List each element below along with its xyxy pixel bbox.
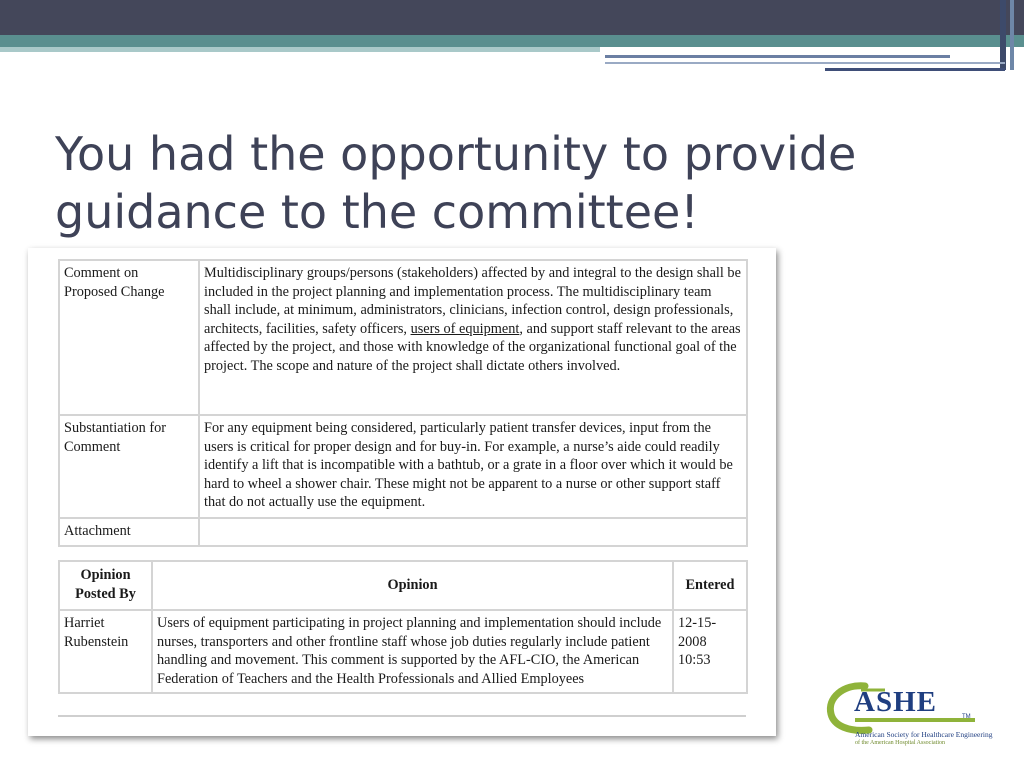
logo-caption-main: American Society for Healthcare Engineering — [855, 730, 993, 739]
header-posted-by: Opinion Posted By — [59, 561, 152, 610]
opinion-table — [58, 560, 748, 694]
substantiation-text: For any equipment being considered, particularly patient transfer devices, input from the users is critical for proper design and for buy-in. For example, a nurse’s aide could readily identify a lift that is incompatible with a bathtub, or a grate in a floor over which it would be hard to wheel a shower chair. These might not be apparent to a nurse or other support staff that do not actually use the equipment. — [199, 415, 747, 518]
table-row — [59, 610, 747, 693]
substantiation-label: Substantiation for Comment — [59, 415, 199, 518]
document-screenshot — [28, 248, 776, 736]
comment-table — [58, 259, 748, 547]
logo-wordmark: ASHE — [854, 686, 937, 718]
comment-text — [199, 260, 747, 415]
logo-trademark: TM — [962, 714, 971, 720]
table-row — [59, 415, 747, 518]
logo-caption — [855, 730, 1000, 748]
attachment-value — [199, 518, 747, 546]
comment-text-part-1: Multidisciplinary groups/persons (stakeholders) affected by and integral to the design shall be included in the project planning and implementation process. The multidisciplinary team shall include, at minimum, administrators, clinicians, infection control, design professionals, architects, facilities, safety officers, — [204, 265, 741, 337]
attachment-label: Attachment — [59, 518, 199, 546]
slide-title-line-1: You had the opportunity to provide — [55, 127, 857, 181]
header-right-accent-2 — [1010, 0, 1014, 70]
comment-label: Comment on Proposed Change — [59, 260, 199, 415]
header-opinion: Opinion — [152, 561, 673, 610]
opinion-text: Users of equipment participating in project planning and implementation should include nurses, transporters and other frontline staff whose job duties regularly include patient handling and movement. This comment is supported by the AFL-CIO, the American Federation of Teachers and the Health Professionals and Allied Employees — [152, 610, 673, 693]
comment-text-link: users of equipment — [410, 320, 520, 337]
header-right-accent — [1000, 0, 1006, 70]
opinion-entered: 12-15-2008 10:53 — [673, 610, 747, 693]
slide-title — [55, 125, 955, 241]
comment-text-part-2: , and support staff relevant to the areas affected by the project, and those with knowledge of the organizational functional goal of the project. The scope and nature of the project shall dictate others involved. — [204, 320, 741, 374]
decorative-line — [605, 62, 1005, 64]
header-teal-light-bar — [0, 47, 600, 52]
decorative-line — [605, 55, 950, 58]
opinion-posted-by: Harriet Rubenstein — [59, 610, 152, 693]
document-bottom-divider — [58, 715, 746, 717]
table-row — [59, 518, 747, 546]
slide-title-line-2: guidance to the committee! — [55, 185, 699, 239]
table-header-row — [59, 561, 747, 610]
table-row — [59, 260, 747, 415]
decorative-line — [825, 68, 1005, 71]
logo-caption-sub: of the American Hospital Association — [855, 740, 945, 746]
header-dark-bar — [0, 0, 1024, 35]
header-entered: Entered — [673, 561, 747, 610]
header-teal-bar — [0, 35, 1024, 47]
